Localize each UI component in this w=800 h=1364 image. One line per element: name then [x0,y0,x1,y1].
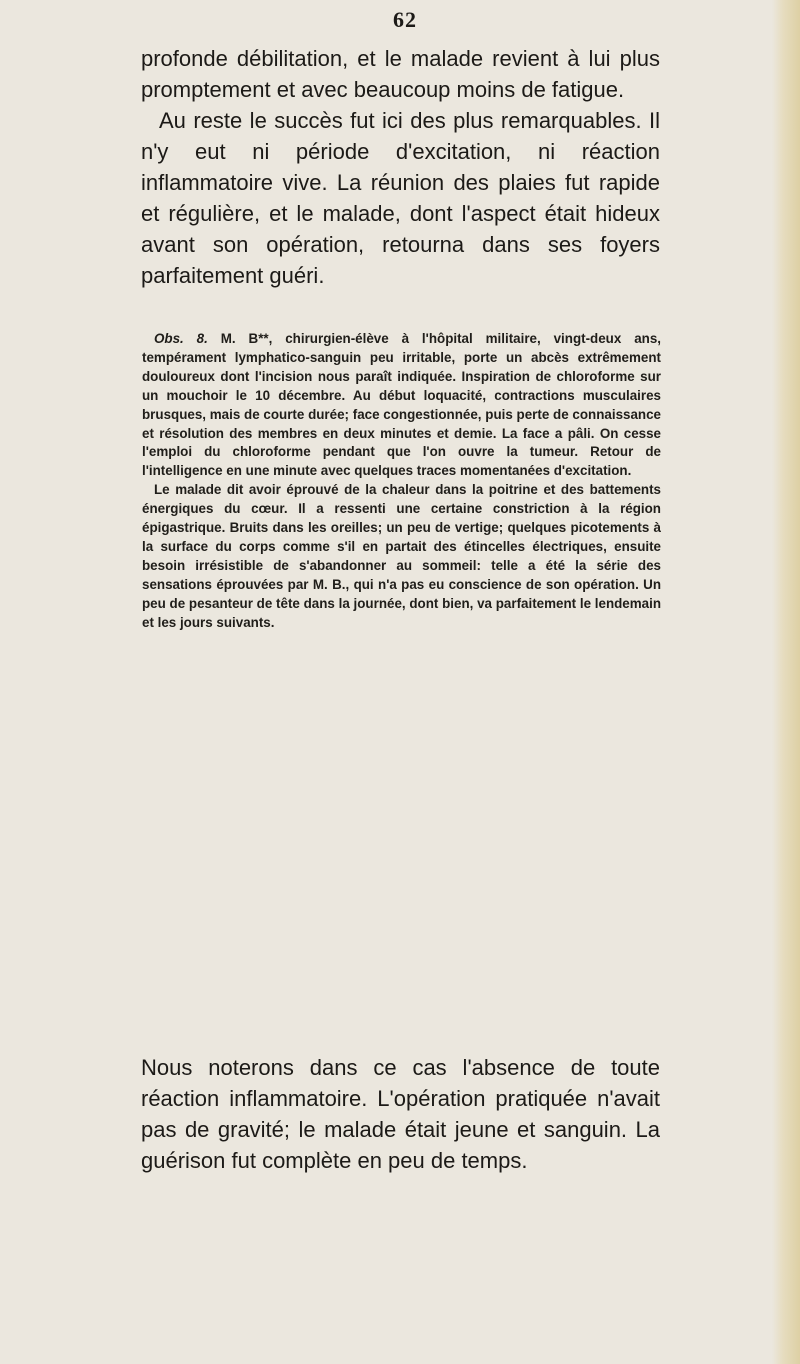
paragraph-success: Au reste le succès fut ici des plus remarquables. Il n'y eut ni période d'excitation, ni réaction inflammatoire vive. La réunion des plaies fut rapide et régulière, et le malade, dont l'aspect était hideux avant son opération, retourna dans ses foyers parfaitement guéri. [141,108,660,288]
observation-block [142,330,661,633]
paragraph-continuation: profonde débilitation, et le malade revient à lui plus promptement et avec beaucoup moins de fatigue. [141,46,660,102]
main-text-upper [141,43,660,291]
observation-paragraph-2: Le malade dit avoir éprouvé de la chaleur dans la poitrine et des battements énergiques du cœur. Il a ressenti une certaine constriction à la région épigastrique. Bruits dans les oreilles; un peu de vertige; quelques picotements à la surface du corps comme s'il en partait des étincelles électriques, ensuite besoin irrésistible de s'abandonner au sommeil: telle a été la série des sensations éprouvées par M. B., qui n'a pas eu conscience de son opération. Un peu de pesanteur de tête dans la journée, dont bien, va parfaitement le lendemain et les jours suivants. [142,482,661,630]
observation-paragraph-1 [142,330,661,481]
page-edge [772,0,800,1364]
page-number: 62 [393,7,417,32]
observation-text-1: M. B**, chirurgien-élève à l'hôpital militaire, vingt-deux ans, tempérament lymphatico-sanguin peu irritable, porte un abcès extrêmement douloureux dont l'incision nous paraît indiquée. Inspiration de chloroforme sur un mouchoir le 10 décembre. Au début loquacité, contractions musculaires brusques, mais de courte durée; face congestionnée, puis perte de connaissance et résolution des membres en deux minutes et demie. La face a pâli. On cesse l'emploi du chloroforme pendant que l'on ouvre la tumeur. Retour de l'intelligence en une minute avec quelques traces momentanées d'excitation. [142,331,661,479]
main-text-lower [141,1052,660,1176]
observation-label: Obs. 8. [154,331,208,346]
paragraph-conclusion: Nous noterons dans ce cas l'absence de toute réaction inflammatoire. L'opération pratiquée n'avait pas de gravité; le malade était jeune et sanguin. La guérison fut complète en peu de temps. [141,1055,660,1173]
